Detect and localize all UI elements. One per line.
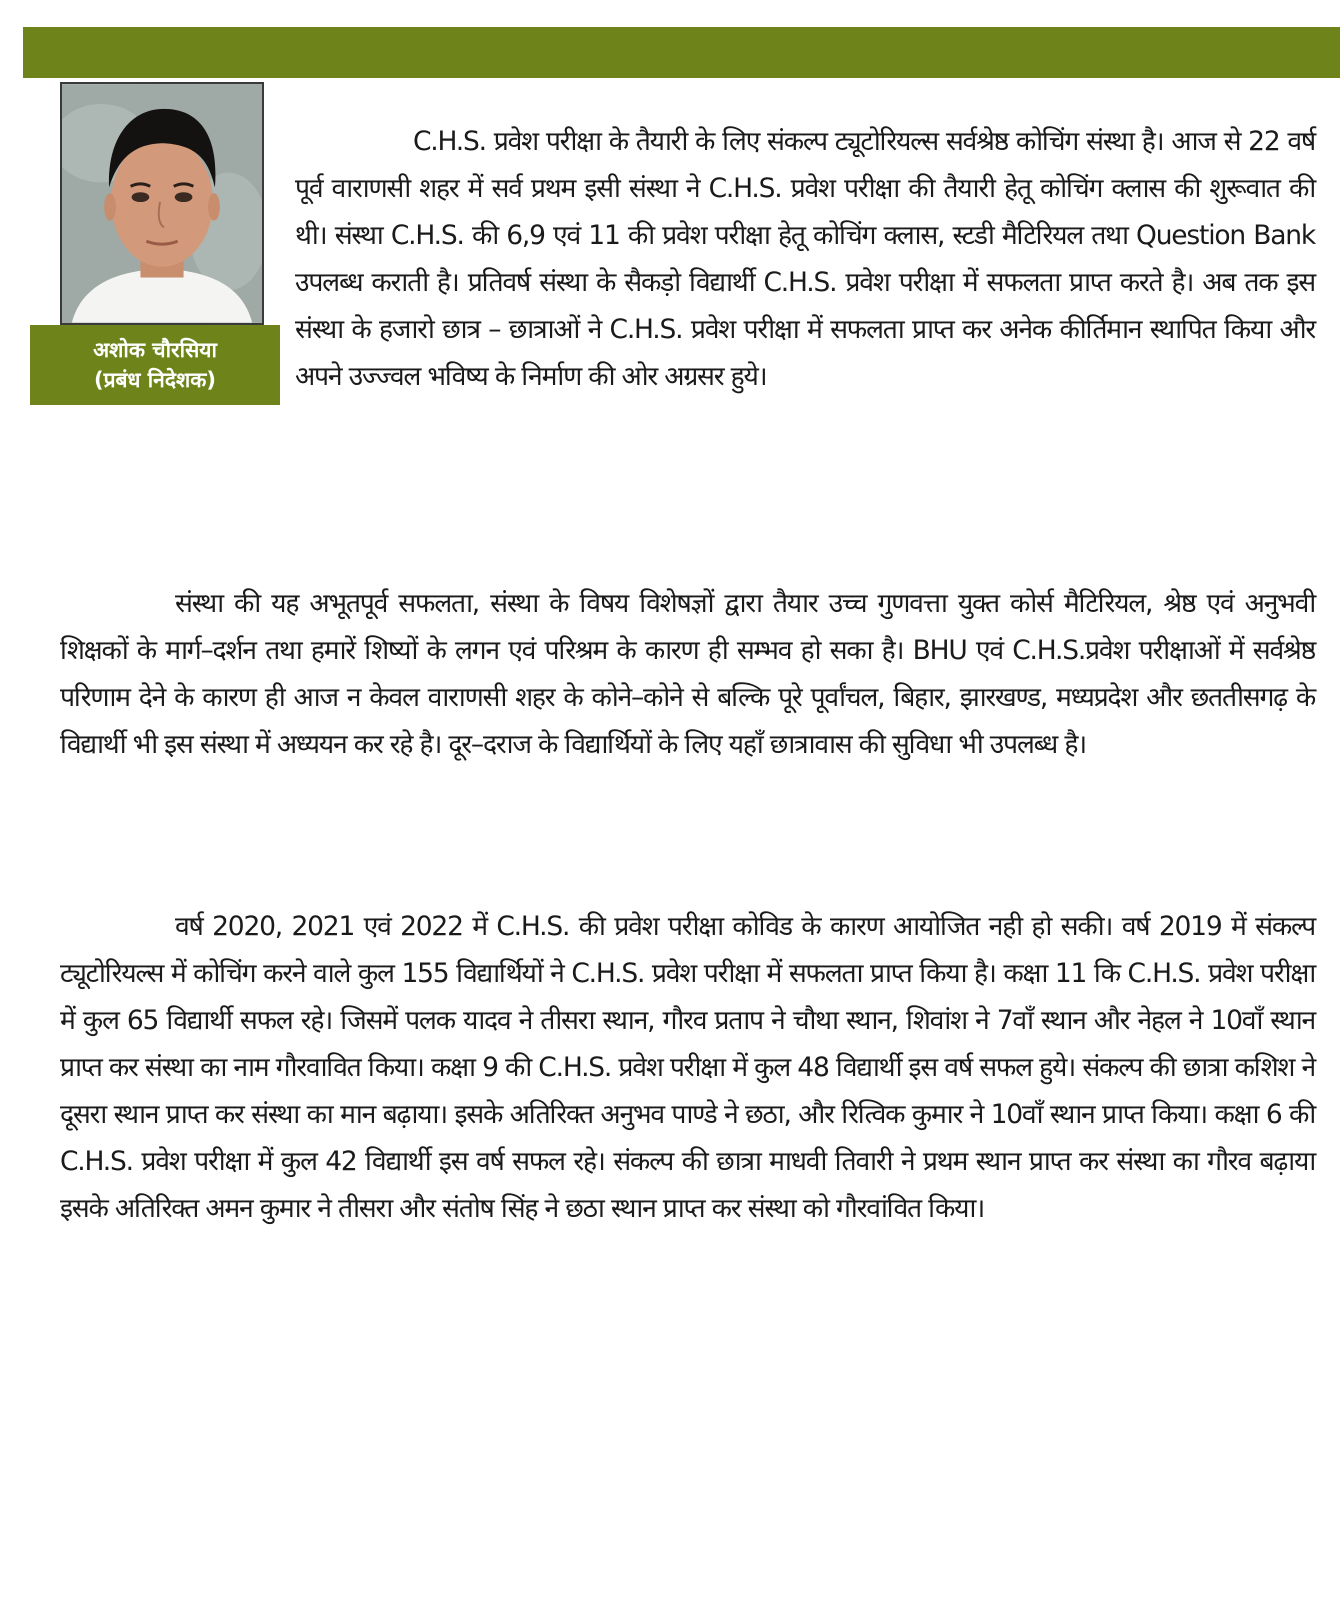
article-paragraph-1 (60, 118, 1315, 423)
photo-spacer (60, 118, 295, 423)
article-paragraph-2 (60, 580, 1315, 768)
paragraph-3-text: वर्ष 2020, 2021 एवं 2022 में C.H.S. की प्रवेश परीक्षा कोविड के कारण आयोजित नही हो सकी। वर्ष 2019 में संकल्प ट्यूटोरियल्स में कोचिंग करने वाले कुल 155 विद्यार्थियों ने C.H.S. प्रवेश परीक्षा में सफलता प्राप्त किया है। कक्षा 11 कि C.H.S. प्रवेश परीक्षा में कुल 65 विद्यार्थी सफल रहे। जिसमें पलक यादव ने तीसरा स्थान, गौरव प्रताप ने चौथा स्थान, शिवांश ने 7वाँ स्थान और नेहल ने 10वाँ स्थान प्राप्त कर संस्था का नाम गौरवावित किया। कक्षा 9 की C.H.S. प्रवेश परीक्षा में कुल 48 विद्यार्थी इस वर्ष सफल हुये। संकल्प की छात्रा कशिश ने दूसरा स्थान प्राप्त कर संस्था का मान बढ़ाया। इसके अतिरिक्त अनुभव पाण्डे ने छठा, और रित्विक कुमार ने 10वाँ स्थान प्राप्त किया। कक्षा 6 की C.H.S. प्रवेश परीक्षा में कुल 42 विद्यार्थी इस वर्ष सफल रहे। संकल्प की छात्रा माधवी तिवारी ने प्रथम स्थान प्राप्त कर संस्था का गौरव बढ़ाया इसके अतिरिक्त अमन कुमार ने तीसरा और संतोष सिंह ने छठा स्थान प्राप्त कर संस्था को गौरवांवित किया। (60, 911, 1315, 1224)
article-paragraph-3 (60, 903, 1315, 1232)
profile-designation: (प्रबंध निदेशक) (93, 368, 216, 392)
profile-name: अशोक चौरसिया (93, 338, 217, 362)
header-bar (23, 27, 1340, 78)
paragraph-1-text: C.H.S. प्रवेश परीक्षा के तैयारी के लिए संकल्प ट्यूटोरियल्स सर्वश्रेष्ठ कोचिंग संस्था है। आज से 22 वर्ष पूर्व वाराणसी शहर में सर्व प्रथम इसी संस्था ने C.H.S. प्रवेश परीक्षा की तैयारी हेतू कोचिंग क्लास की शुरूवात की थी। संस्था C.H.S. की 6,9 एवं 11 की प्रवेश परीक्षा हेतू कोचिंग क्लास, स्टडी मैटिरियल तथा Question Bank उपलब्ध कराती है। प्रतिवर्ष संस्था के सैकड़ो विद्यार्थी C.H.S. प्रवेश परीक्षा में सफलता प्राप्त करते है। अब तक इस संस्था के हजारो छात्र – छात्राओं ने C.H.S. प्रवेश परीक्षा में सफलता प्राप्त कर अनेक कीर्तिमान स्थापित किया और अपने उज्ज्वल भविष्य के निर्माण की ओर अग्रसर हुये। (295, 126, 1315, 392)
paragraph-2-text: संस्था की यह अभूतपूर्व सफलता, संस्था के विषय विशेषज्ञों द्वारा तैयार उच्च गुणवत्ता युक्त कोर्स मैटिरियल, श्रेष्ठ एवं अनुभवी शिक्षकों के मार्ग–दर्शन तथा हमारें शिष्यों के लगन एवं परिश्रम के कारण ही सम्भव हो सका है। BHU एवं C.H.S.प्रवेश परीक्षाओं में सर्वश्रेष्ठ परिणाम देने के कारण ही आज न केवल वाराणसी शहर के कोने–कोने से बल्कि पूरे पूर्वांचल, बिहार, झारखण्ड, मध्यप्रदेश और छततीसगढ़ के विद्यार्थी भी इस संस्था में अध्ययन कर रहे है। दूर–दराज के विद्यार्थियों के लिए यहाँ छात्रावास की सुविधा भी उपलब्ध है। (60, 588, 1315, 760)
